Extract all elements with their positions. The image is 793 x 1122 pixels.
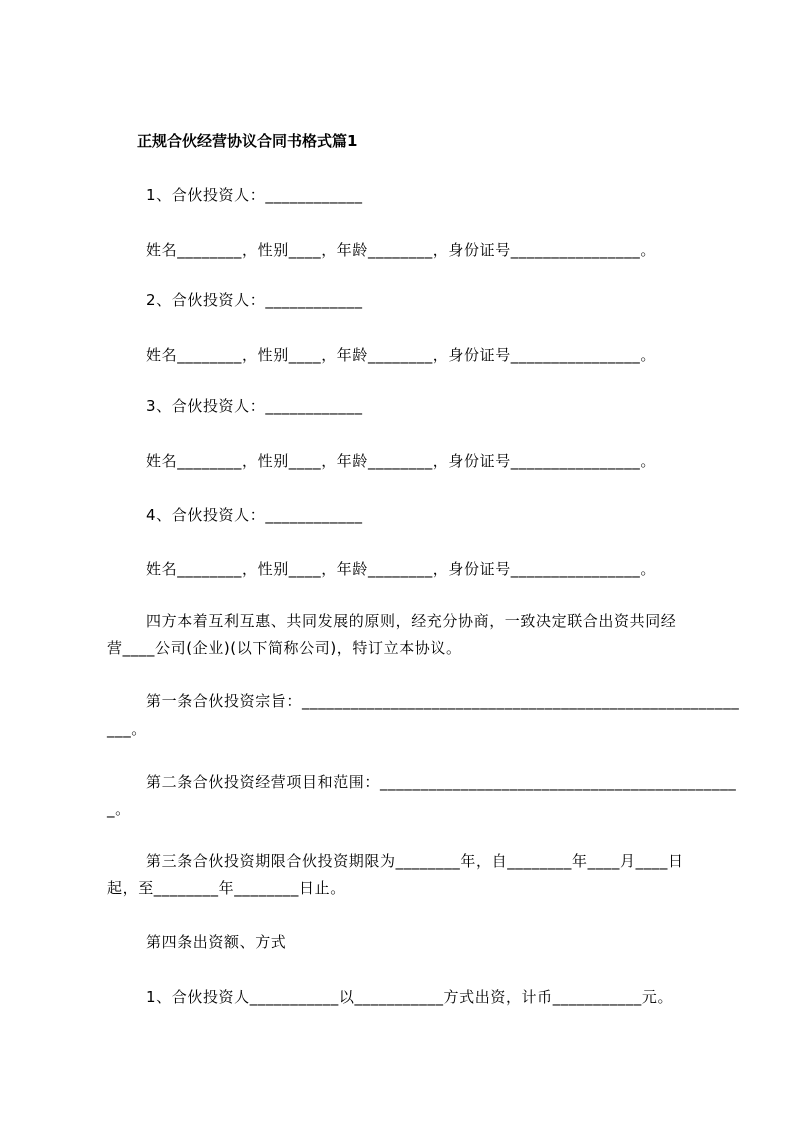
article4-heading: 第四条出资额、方式: [146, 933, 287, 951]
article3-line2: 起，至________年________日止。: [107, 879, 346, 897]
document-title: 正规合伙经营协议合同书格式篇1: [137, 132, 358, 150]
article3-line1: 第三条合伙投资期限合伙投资期限为________年，自________年____月____日: [146, 852, 684, 870]
investor1-header: 1、合伙投资人：____________: [146, 186, 363, 204]
investor2-details: 姓名________，性别____，年龄________，身份证号________________。: [146, 346, 657, 364]
article1-line1: 第一条合伙投资宗旨：______________________________________________________: [146, 692, 740, 710]
intro-paragraph-line1: 四方本着互利互惠、共同发展的原则，经充分协商，一致决定联合出资共同经: [146, 612, 677, 630]
investor3-header: 3、合伙投资人：____________: [146, 397, 363, 415]
investor2-header: 2、合伙投资人：____________: [146, 291, 363, 309]
article2-line2: _。: [107, 800, 131, 818]
investor4-header: 4、合伙投资人：____________: [146, 506, 363, 524]
article1-line2: ___。: [107, 720, 147, 738]
investor1-details: 姓名________，性别____，年龄________，身份证号________________。: [146, 241, 657, 259]
article2-line1: 第二条合伙投资经营项目和范围：____________________________________________: [146, 773, 737, 791]
investor4-details: 姓名________，性别____，年龄________，身份证号________________。: [146, 560, 657, 578]
article4-item1: 1、合伙投资人___________以___________方式出资，计币___________元。: [146, 988, 674, 1006]
intro-paragraph-line2: 营____公司(企业)(以下简称公司)，特订立本协议。: [107, 639, 462, 657]
investor3-details: 姓名________，性别____，年龄________，身份证号________________。: [146, 452, 657, 470]
